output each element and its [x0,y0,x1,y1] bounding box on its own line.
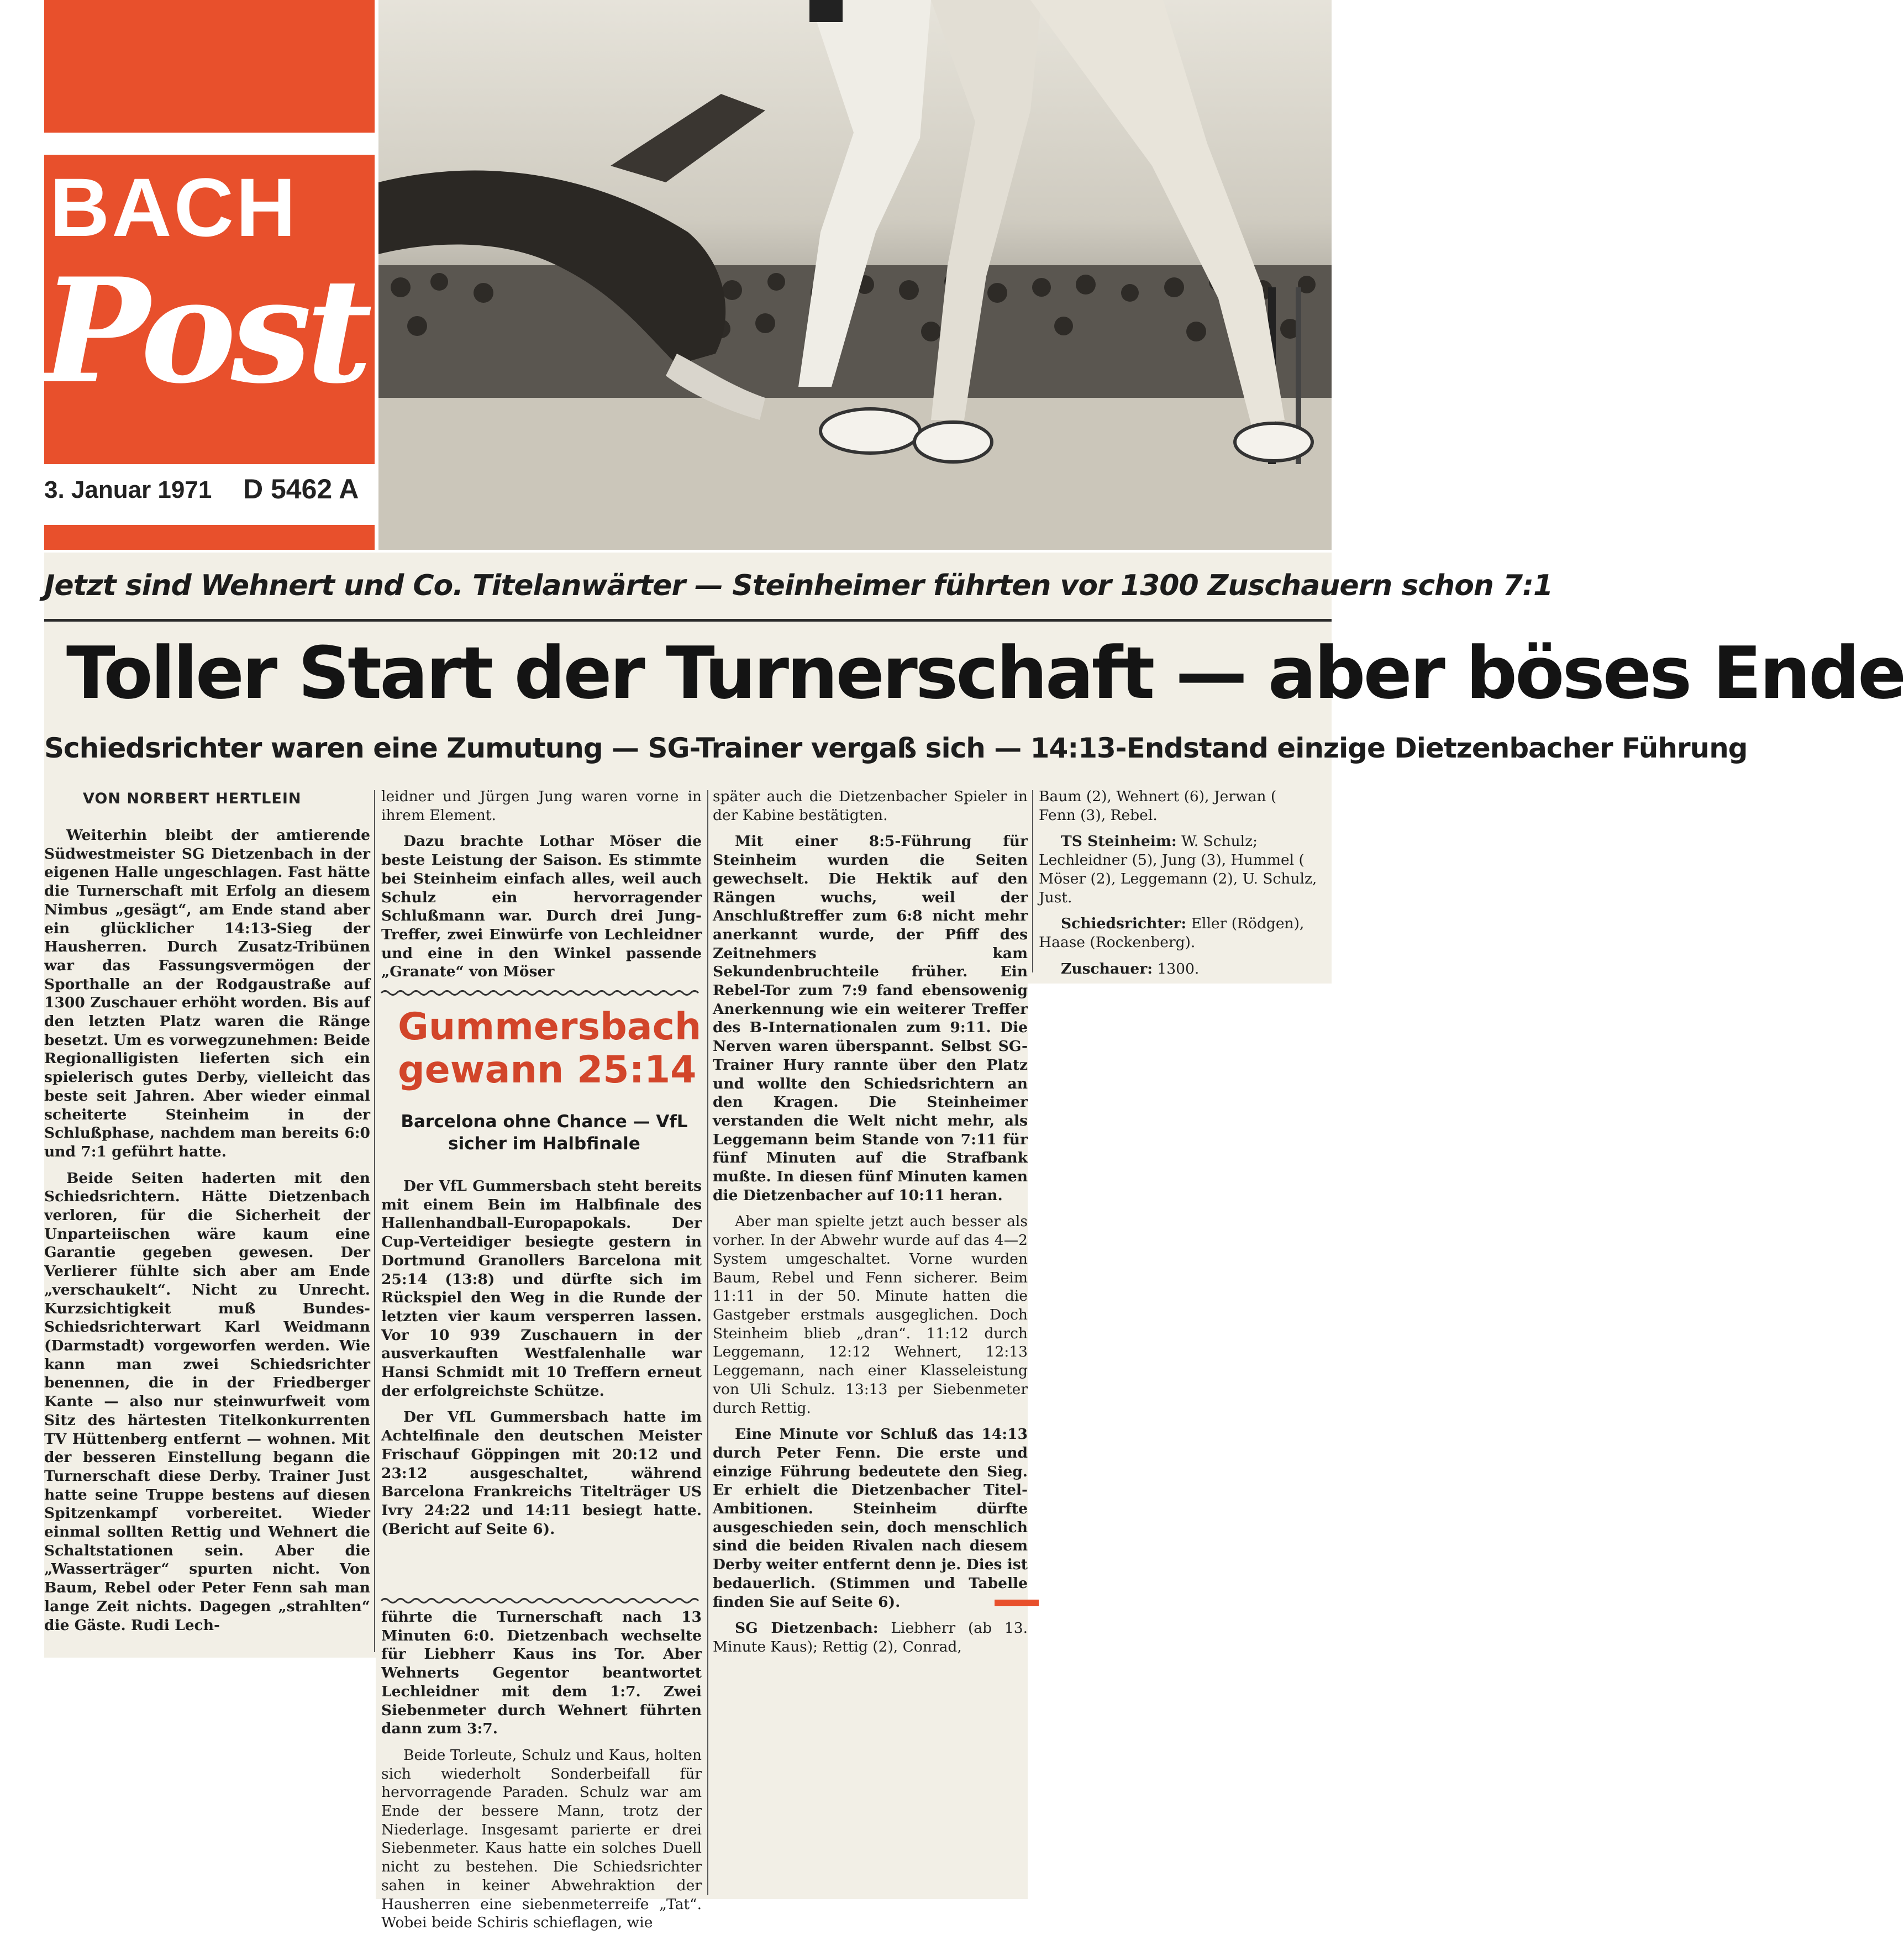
byline: VON NORBERT HERTLEIN [83,790,302,807]
article-column-2-bottom [381,1608,702,1932]
wavy-divider [381,1597,702,1605]
column-divider [1032,790,1033,972]
box-headline: Gummersbach gewann 25:14 [398,1005,702,1092]
issue-code: D 5462 A [243,474,359,504]
kicker-line: Jetzt sind Wehnert und Co. Titelanwärter — Steinheimer führten vor 1300 Zuschauern schon 7:1 [44,569,1553,602]
column-divider [374,790,375,1652]
paragraph [713,1619,1028,1656]
paragraph: leidner und Jürgen Jung waren vorne in ihrem Element. [381,788,702,824]
issue-date: 3. Januar 1971 [44,476,212,503]
article-column-3 [713,787,1028,1956]
paragraph: Dazu brachte Lothar Möser die beste Leistung der Saison. Es stimmte bei Steinheim einfach alles, weil auch Schulz ein hervorragender Schlußmann war. Durch drei Jung-Treffer, zwei Einwürfe von Lechleidner und eine in den Winkel passende „Granate“ von Möser [381,833,702,981]
article-column-2-top [381,787,702,981]
red-ink-fragment [995,1600,1039,1606]
team-label: TS Steinheim: [1061,833,1177,850]
article-column-1 [44,826,370,1655]
lineup-text: Fenn (3), Rebel. [1039,806,1158,824]
lineup-text: Möser (2), Leggemann (2), U. Schulz, Just. [1039,870,1317,906]
referee-label: Schiedsrichter: [1061,915,1187,933]
paragraph: Beide Torleute, Schulz und Kaus, holten sich wiederholt Sonderbeifall für hervorragende Paraden. Schulz war am Ende der bessere Mann, trotz der Niederlage. Insgesamt parierte er drei Siebenmeter. Kaus hatte ein solches Duell nicht zu bestehen. Die Schiedsrichter sahen in keiner Abwehraktion der Hausherren eine siebenmeterreife „Tat“. Wobei beide Schiris schieflagen, wie [381,1746,702,1932]
paragraph: Eine Minute vor Schluß das 14:13 durch Peter Fenn. Die erste und einzige Führung bedeutete den Sieg. Er erhielt die Dietzenbacher Titel-Ambitionen. Steinheim dürfte ausgeschieden sein, doch menschlich sind die beiden Rivalen nach diesem Derby weiter entfernt denn je. Dies ist bedauerlich. (Stimmen und Tabelle finden Sie auf Seite 6). [713,1426,1028,1611]
masthead [41,0,375,553]
handball-photo [378,0,1332,550]
referee-line [1039,914,1332,951]
attendance-line [1039,960,1332,979]
lineup: Liebherr (ab 13. Minute Kaus); Rettig (2), Conrad, [713,1620,1028,1655]
masthead-post-logo: Post [41,247,367,416]
wavy-divider [381,989,702,997]
paragraph: Der VfL Gummersbach hatte im Achtelfinale den deutschen Meister Frischauf Göppingen mit 20:12 und 23:12 ausgeschaltet, während Barcelona Frankreichs Titelträger US Ivry 24:22 und 14:11 besiegt hatte. (Bericht auf Seite 6). [381,1408,702,1538]
lineup-text: W. Schulz; Lechleidner (5), Jung (3), Hummel ( [1039,833,1305,869]
subheadline: Schiedsrichter waren eine Zumutung — SG-Trainer vergaß sich — 14:13-Endstand einzige Dietzenbacher Führung [44,732,1748,764]
paragraph: Der VfL Gummersbach steht bereits mit einem Bein im Halbfinale des Hallenhandball-Europapokals. Der Cup-Verteidiger besiegte gestern in Dortmund Granollers Barcelona mit 25:14 (13:8) und dürfte sich im Rückspiel den Weg in die Runde der letzten vier kaum versperren lassen. Vor 10 939 Zuschauern in der ausverkauften Westfalenhalle war Hansi Schmidt mit 10 Treffern erneut der erfolgreichste Schütze. [381,1177,702,1400]
paragraph: Weiterhin bleibt der amtierende Südwestmeister SG Dietzenbach in der eigenen Halle ungeschlagen. Fast hätte die Turnerschaft mit Erfolg an diesem Nimbus „gesägt“, am Ende stand aber ein glücklicher 14:13-Sieg der Hausherren. Durch Zusatz-Tribünen war das Fassungsvermögen der Sporthalle an der Rodgaustraße auf 1300 Zuschauer erhöht worden. Bis auf den letzten Platz waren die Ränge besetzt. Um es vorwegzunehmen: Beide Regionalligisten lieferten sich ein spielerisch gutes Derby, vielleicht das beste seit Jahren. Aber wieder einmal scheiterte Steinheim in der Schlußphase, nachdem man bereits 6:0 und 7:1 geführt hatte. [44,827,370,1160]
team-label: SG Dietzenbach: [735,1620,879,1637]
referee-text: Eller (Rödgen), Haase (Rockenberg). [1039,915,1305,951]
paragraph: Beide Seiten haderten mit den Schiedsrichtern. Hätte Dietzenbach verloren, für die Sicherheit der Unparteiischen wäre kaum eine Garantie gegeben gewesen. Der Verlierer fühlte sich aber am Ende „verschaukelt“. Nicht zu Unrecht. Kurzsichtigkeit muß Bundes-Schiedsrichterwart Karl Weidmann (Darmstadt) vorgeworfen werden. Wie kann man zwei Schiedsrichter benennen, die in der Friedberger Kante — also nur steinwurfweit vom Sitz des härtesten Titelkonkurrenten TV Hüttenberg entfernt — wohnen. Mit der besseren Einstellung begann die Turnerschaft diese Derby. Trainer Just hatte seine Truppe bestens auf diesen Spitzenkampf vorbereitet. Wieder einmal sollten Rettig und Wehnert die Schaltstationen sein. Aber die „Wasserträger“ spurten nicht. Von Baum, Rebel oder Peter Fenn sah man lange Zeit nichts. Dagegen „strahlten“ die Gäste. Rudi Lech- [44,1169,370,1634]
headline: Toller Start der Turnerschaft — aber böses Ende [66,631,1904,715]
masthead-bach: BACH [50,161,298,254]
paragraph: führte die Turnerschaft nach 13 Minuten 6:0. Dietzenbach wechselte für Liebherr Kaus ins Tor. Aber Wehnerts Gegentor beantwortet Lechleidner mit dem 1:7. Zwei Siebenmeter durch Wehnert führten dann zum 3:7. [381,1608,702,1738]
paragraph: später auch die Dietzenbacher Spieler in der Kabine bestätigten. [713,788,1028,824]
column-divider [707,790,708,1895]
attendance-label: Zuschauer: [1061,960,1153,977]
box-article [381,1177,702,1597]
lineup-line [1039,787,1332,824]
attendance-text: 1300. [1152,960,1200,977]
paragraph: Aber man spielte jetzt auch besser als vorher. In der Abwehr wurde auf das 4—2 System umgeschaltet. Vorne wurden Baum, Rebel und Fenn sicherer. Beim 11:11 in der 50. Minute hatten die Gastgeber erstmals ausgeglichen. Doch Steinheim blieb „dran“. 11:12 durch Leggemann, 12:12 Wehnert, 12:13 Leggemann, nach einer Klasseleistung von Uli Schulz. 13:13 per Siebenmeter durch Rettig. [713,1213,1028,1417]
box-subheadline: Barcelona ohne Chance — VfL sicher im Halbfinale [401,1112,688,1154]
divider [44,619,1332,622]
paragraph: Mit einer 8:5-Führung für Steinheim wurden die Seiten gewechselt. Die Hektik auf den Rängen wuchs, weil der Anschlußtreffer zum 6:8 nicht mehr anerkannt wurde, der Pfiff des Zeitnehmers kam Sekundenbruchteile früher. Ein Rebel-Tor zum 7:9 fand ebensowenig Anerkennung wie ein weiterer Treffer des B-Internationalen zum 9:11. Die Nerven waren überspannt. Selbst SG-Trainer Hury rannte über den Platz und wollte den Schiedsrichtern an den Kragen. Die Steinheimer verstanden die Welt nicht mehr, als Leggemann beim Stande von 7:11 für fünf Minuten auf die Strafbank mußte. In diesen fünf Minuten kamen die Dietzenbacher auf 10:11 heran. [713,833,1028,1204]
lineup-line [1039,832,1332,907]
lineup-text: Baum (2), Wehnert (6), Jerwan ( [1039,788,1277,805]
lineup-column [1039,787,1332,975]
